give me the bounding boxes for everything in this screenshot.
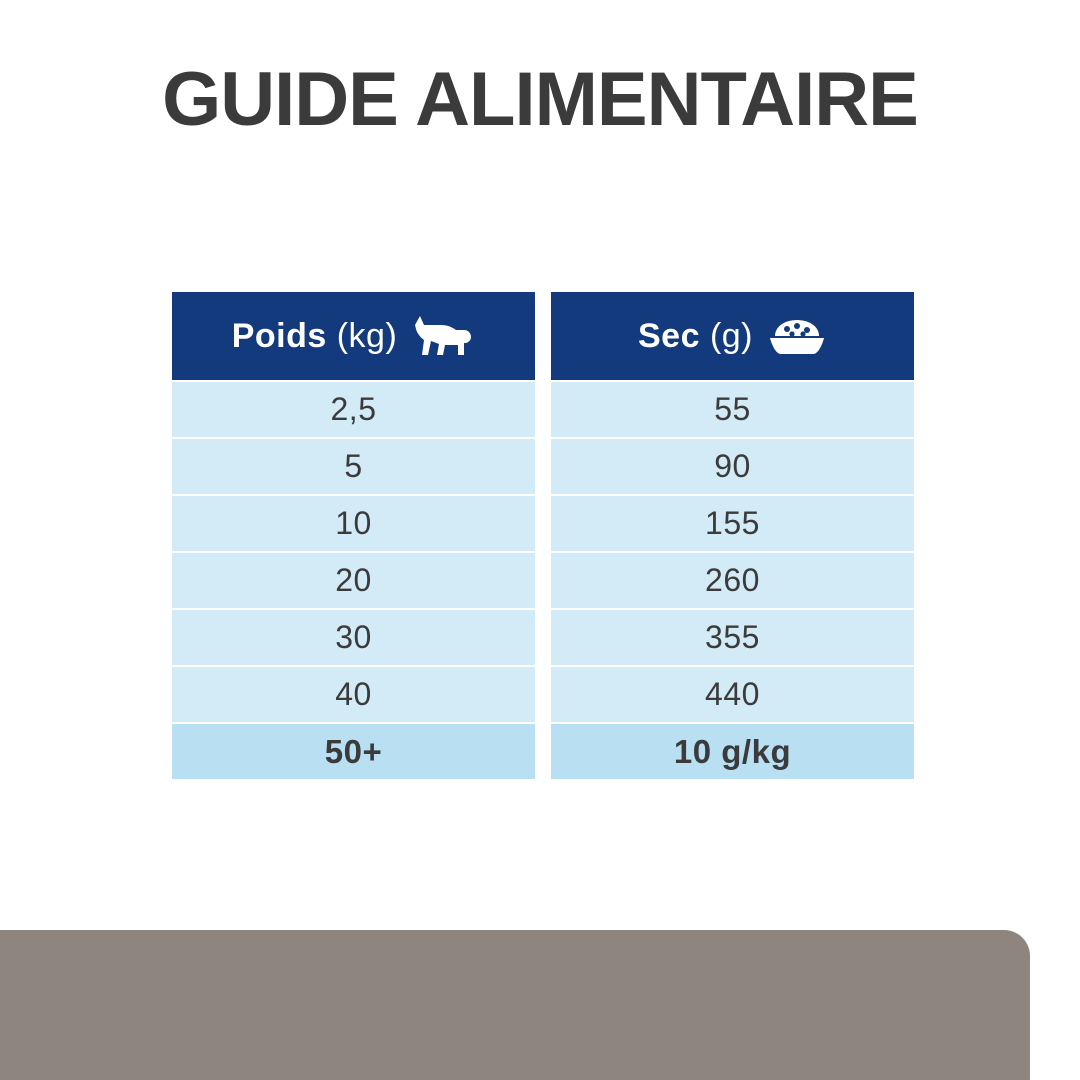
feeding-guide-table [172, 292, 914, 779]
table-cell-weight: 20 [172, 553, 535, 608]
column-header-weight-label: Poids (kg) [231, 316, 398, 355]
table-cell-weight: 5 [172, 439, 535, 494]
food-bowl-icon [767, 314, 827, 358]
table-column-weight [172, 292, 535, 779]
page-title: GUIDE ALIMENTAIRE [162, 57, 918, 142]
table-cell-dry-food: 10 g/kg [551, 724, 914, 779]
table-cell-weight: 30 [172, 610, 535, 665]
bottom-bar [0, 930, 1030, 1080]
table-cell-weight: 50+ [172, 724, 535, 779]
table-cell-weight: 10 [172, 496, 535, 551]
table-cell-dry-food: 155 [551, 496, 914, 551]
column-header-dry-food-label: Sec (g) [637, 316, 753, 355]
table-cell-weight: 40 [172, 667, 535, 722]
table-column-dry-food [551, 292, 914, 779]
right-edge-strip [1030, 0, 1080, 1080]
table-cell-dry-food: 260 [551, 553, 914, 608]
table-cell-dry-food: 355 [551, 610, 914, 665]
column-header-weight [172, 292, 535, 380]
table-cell-weight: 2,5 [172, 382, 535, 437]
dog-icon [411, 314, 475, 358]
column-header-dry-food [551, 292, 914, 380]
table-cell-dry-food: 55 [551, 382, 914, 437]
table-cell-dry-food: 440 [551, 667, 914, 722]
table-cell-dry-food: 90 [551, 439, 914, 494]
